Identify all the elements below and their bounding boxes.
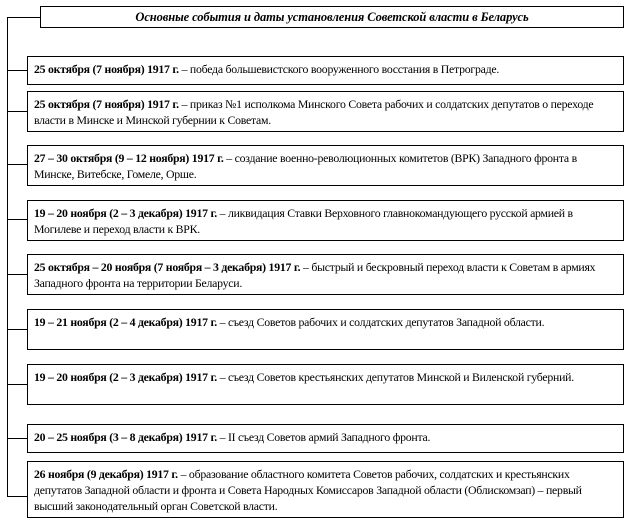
event-box xyxy=(27,200,624,241)
title-connector xyxy=(7,17,40,18)
connector-line xyxy=(7,329,27,330)
event-box xyxy=(27,461,624,518)
connector-line xyxy=(7,219,27,220)
event-box xyxy=(27,424,624,453)
event-date: 19 – 21 ноября (2 – 4 декабря) 1917 г. xyxy=(34,315,217,329)
event-date: 20 – 25 ноября (3 – 8 декабря) 1917 г. xyxy=(34,430,217,444)
event-box xyxy=(27,56,624,85)
connector-line xyxy=(7,70,27,71)
event-date: 19 – 20 ноября (2 – 3 декабря) 1917 г. xyxy=(34,206,217,220)
event-text: – II съезд Советов армий Западного фронта. xyxy=(216,430,431,444)
event-date: 26 ноября (9 декабря) 1917 г. xyxy=(34,467,178,481)
event-date: 25 октября (7 ноября) 1917 г. xyxy=(34,97,179,111)
timeline-spine xyxy=(7,17,8,496)
event-text: – образование областного комитета Советов рабочих, солдатских и крестьянских депутатов Западной области и фронта и Совета Народных Комиссаров Западной области (Облискомзап) – первый высший законодательный орган Советской власти. xyxy=(34,467,582,513)
event-text: – создание военно-революционных комитетов (ВРК) Западного фронта в Минске, Витебске, Гомеле, Орше. xyxy=(34,151,577,181)
connector-line xyxy=(7,438,27,439)
event-text: – съезд Советов крестьянских депутатов Минской и Виленской губерний. xyxy=(216,370,574,384)
event-text: – приказ №1 исполкома Минского Совета рабочих и солдатских депутатов о переходе власти в Минске и Минской губернии к Советам. xyxy=(34,97,594,127)
connector-line xyxy=(7,274,27,275)
event-box xyxy=(27,364,624,405)
event-text: – съезд Советов рабочих и солдатских депутатов Западной области. xyxy=(216,315,545,329)
connector-line xyxy=(7,496,27,497)
connector-line xyxy=(7,384,27,385)
event-text: – ликвидация Ставки Верховного главнокомандующего русской армией в Могилеве и переход власти к ВРК. xyxy=(34,206,573,236)
connector-line xyxy=(7,164,27,165)
event-box xyxy=(27,91,624,132)
event-box xyxy=(27,254,624,295)
event-date: 25 октября – 20 ноября (7 ноября – 3 декабря) 1917 г. xyxy=(34,260,301,274)
diagram-title: Основные события и даты установления Советской власти в Беларусь xyxy=(40,6,624,28)
event-date: 27 – 30 октября (9 – 12 ноября) 1917 г. xyxy=(34,151,224,165)
connector-line xyxy=(7,111,27,112)
event-box xyxy=(27,145,624,186)
event-box xyxy=(27,309,624,350)
event-date: 25 октября (7 ноября) 1917 г. xyxy=(34,62,179,76)
event-text: – быстрый и бескровный переход власти к Советам в армиях Западного фронта на территории Беларуси. xyxy=(34,260,596,290)
event-date: 19 – 20 ноября (2 – 3 декабря) 1917 г. xyxy=(34,370,217,384)
event-text: – победа большевистского вооруженного восстания в Петрограде. xyxy=(178,62,500,76)
